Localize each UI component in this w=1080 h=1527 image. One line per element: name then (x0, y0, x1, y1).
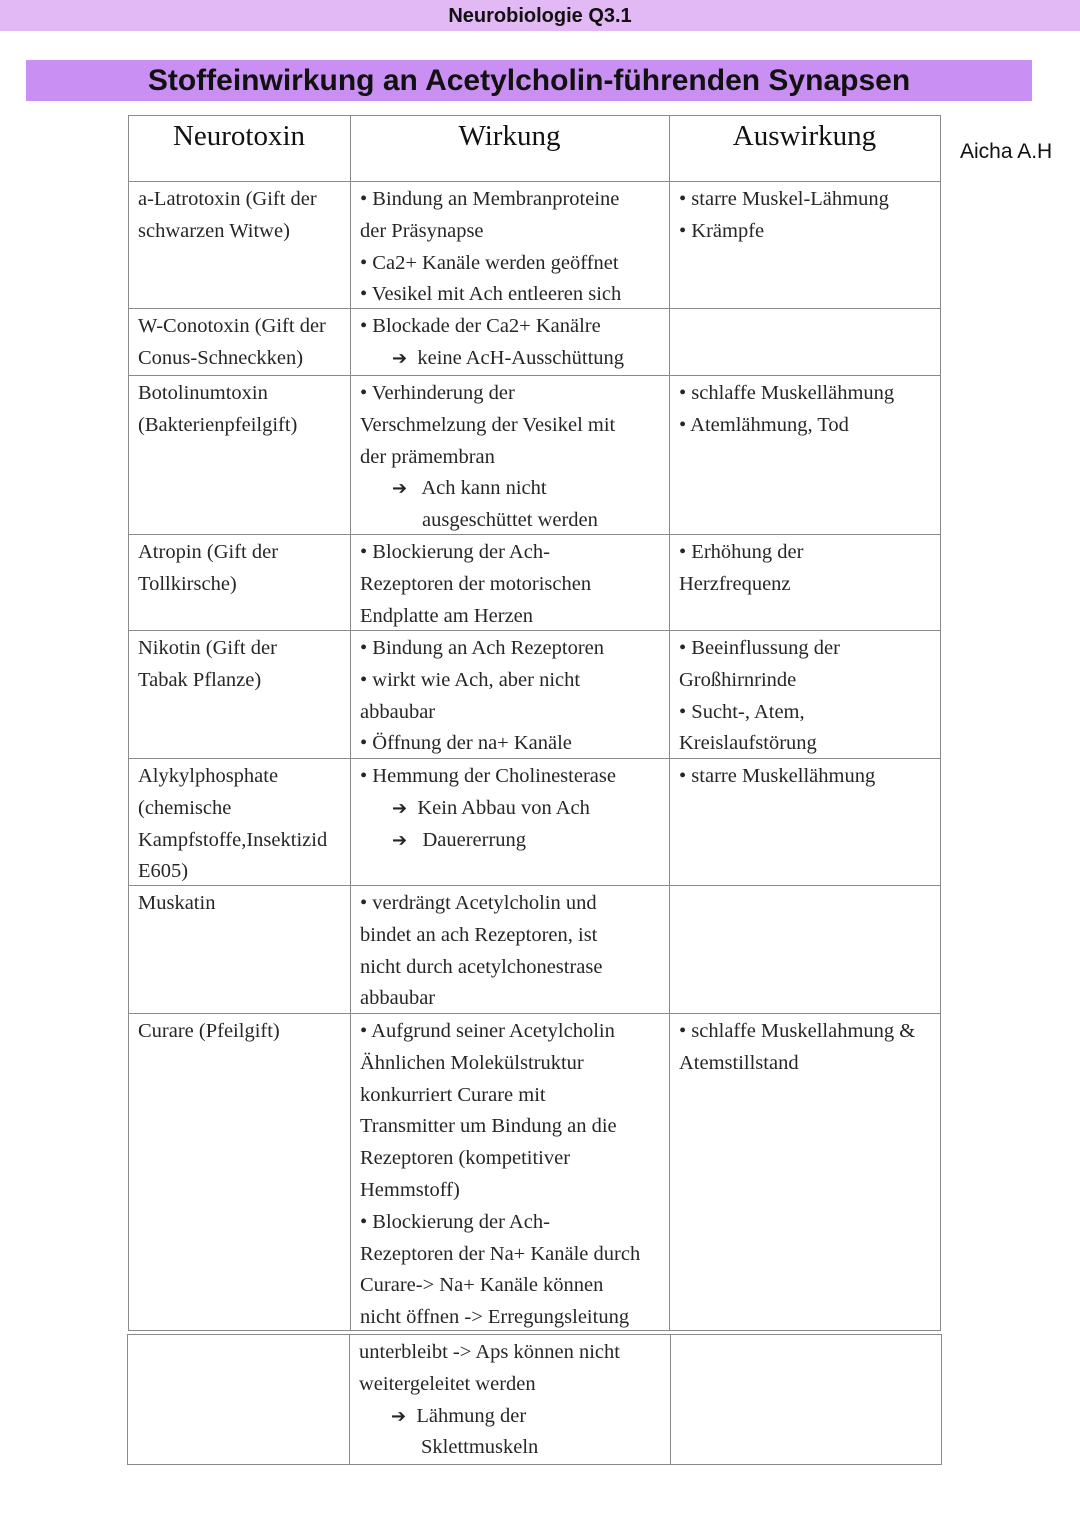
cell-line: • Ca2+ Kanäle werden geöffnet (360, 251, 619, 274)
cell-line: Ach kann nicht (421, 477, 547, 500)
table-row-toxin (128, 535, 278, 601)
table-row-consequence (669, 631, 840, 760)
table-row-toxin (128, 1014, 280, 1048)
cell-line: konkurriert Curare mit (360, 1083, 546, 1106)
cell-line: Alykylphosphate (138, 765, 279, 787)
table-row-consequence (669, 376, 894, 442)
cell-line: • starre Muskel-Lähmung (679, 188, 889, 210)
cell-line: ausgeschüttet werden (422, 509, 598, 532)
table-row-effect (350, 182, 621, 311)
table-row-effect (350, 759, 616, 856)
arrow-right-icon: ➔ (391, 1405, 407, 1427)
cell-line: Hemmstoff) (360, 1178, 460, 1201)
cell-line: Conus-Schneckken) (138, 346, 304, 369)
cell-line: • Vesikel mit Ach entleeren sich (360, 283, 622, 306)
cell-line: • wirkt wie Ach, aber nicht (360, 668, 581, 691)
table-row-toxin (128, 631, 277, 697)
cell-line: • Öffnung der na+ Kanäle (360, 732, 572, 755)
table-row-toxin (128, 309, 326, 375)
cell-line: Herzfrequenz (679, 572, 791, 595)
cell-line: • Blockierung der Ach- (360, 541, 550, 563)
cell-line-arrow (360, 825, 616, 857)
cell-line: • Bindung an Ach Rezeptoren (360, 637, 605, 659)
cell-line: Lähmung der (416, 1404, 527, 1427)
cell-line: Dauererrung (422, 828, 527, 851)
cell-line: schwarzen Witwe) (138, 219, 290, 242)
cell-line: • Verhinderung der (360, 382, 515, 404)
table-row-effect (349, 1335, 620, 1464)
author-name: Aicha A.H (960, 140, 1053, 163)
cell-line: abbaubar (360, 700, 436, 723)
cell-line: Kreislaufstörung (679, 732, 817, 755)
cell-line: • Bindung an Membranproteine (360, 188, 620, 210)
cell-line-arrow (359, 1401, 620, 1433)
cell-line: E605) (138, 860, 189, 883)
cell-line: • Hemmung der Cholinesterase (360, 765, 616, 787)
column-header-auswirkung: Auswirkung (732, 120, 877, 152)
cell-line: der Präsynapse (360, 219, 484, 242)
cell-line: • verdrängt Acetylcholin und (360, 892, 597, 914)
cell-line: • Beeinflussung der (679, 637, 840, 659)
cell-line: • Sucht-, Atem, (679, 700, 805, 723)
cell-line: Rezeptoren (kompetitiver (360, 1147, 571, 1170)
column-header-wirkung: Wirkung (458, 120, 561, 152)
cell-line: keine AcH-Ausschüttung (417, 346, 625, 369)
page-title: Stoffeinwirkung an Acetylcholin-führenden Synapsen (26, 60, 1032, 101)
table-row-consequence (669, 535, 803, 601)
cell-line: • starre Muskellähmung (679, 765, 876, 787)
table-row-effect (350, 886, 602, 1015)
table-row-effect (350, 376, 615, 537)
cell-line: Großhirnrinde (679, 668, 797, 691)
cell-line: unterbleibt -> Aps können nicht (359, 1341, 620, 1363)
arrow-right-icon: ➔ (392, 829, 408, 851)
table-row-toxin (128, 886, 215, 920)
table-row-effect (350, 535, 591, 632)
cell-line: bindet an ach Rezeptoren, ist (360, 923, 598, 946)
cell-line: • schlaffe Muskellahmung & (679, 1020, 916, 1042)
cell-line: Ähnlichen Molekülstruktur (360, 1051, 584, 1074)
cell-line: (Bakterienpfeilgift) (138, 413, 298, 436)
cell-line: • Atemlähmung, Tod (679, 413, 849, 436)
cell-line: Muskatin (138, 892, 216, 914)
cell-line: • Blockade der Ca2+ Kanälre (360, 315, 601, 337)
cell-line: Tollkirsche) (138, 572, 237, 595)
cell-line: Curare-> Na+ Kanäle können (360, 1274, 604, 1297)
cell-line: nicht öffnen -> Erregungsleitung (360, 1306, 630, 1329)
table-row-consequence (669, 182, 889, 248)
cell-line: Tabak Pflanze) (138, 668, 262, 691)
arrow-right-icon: ➔ (392, 478, 408, 500)
arrow-right-icon: ➔ (392, 347, 408, 369)
cell-line: der prämembran (360, 445, 495, 468)
cell-line: Kein Abbau von Ach (417, 796, 590, 819)
subject-header: Neurobiologie Q3.1 (0, 0, 1080, 31)
table-row-consequence (669, 759, 875, 793)
table-row-effect (350, 631, 604, 760)
cell-line: a-Latrotoxin (Gift der (138, 188, 317, 210)
table-row-toxin (128, 376, 297, 442)
cell-line: Kampfstoffe,Insektizid (138, 828, 328, 851)
cell-line: Botolinumtoxin (138, 382, 268, 404)
cell-line: nicht durch acetylchonestrase (360, 955, 603, 978)
cell-line: weitergeleitet werden (359, 1372, 536, 1395)
column-header-neurotoxin: Neurotoxin (172, 120, 306, 152)
cell-line: Rezeptoren der motorischen (360, 572, 592, 595)
cell-line: • Blockierung der Ach- (360, 1210, 550, 1233)
cell-line: Nikotin (Gift der (138, 637, 277, 659)
cell-line: Atropin (Gift der (138, 541, 279, 563)
cell-line-arrow (360, 473, 615, 505)
cell-line: Verschmelzung der Vesikel mit (360, 413, 616, 436)
cell-line: Transmitter um Bindung an die (360, 1115, 617, 1138)
cell-line: Rezeptoren der Na+ Kanäle durch (360, 1242, 641, 1265)
cell-line: W-Conotoxin (Gift der (138, 315, 326, 337)
table-row-effect (350, 309, 624, 375)
cell-line: • Aufgrund seiner Acetylcholin (360, 1020, 615, 1042)
table-row-consequence (669, 1014, 915, 1080)
arrow-right-icon: ➔ (392, 797, 408, 819)
cell-line: Sklettmuskeln (421, 1436, 539, 1459)
cell-line: Curare (Pfeilgift) (138, 1020, 280, 1042)
cell-line: abbaubar (360, 987, 436, 1010)
cell-line: • Erhöhung der (679, 541, 804, 563)
cell-line-arrow (360, 343, 624, 375)
cell-line: • Krämpfe (679, 219, 765, 242)
table-row-toxin (128, 182, 317, 248)
cell-line: Endplatte am Herzen (360, 604, 534, 627)
cell-line: Atemstillstand (679, 1051, 799, 1074)
cell-line: • schlaffe Muskellähmung (679, 382, 895, 404)
table-row-effect (350, 1014, 640, 1334)
cell-line-arrow (360, 793, 616, 825)
cell-line: (chemische (138, 796, 232, 819)
table-row-toxin (128, 759, 327, 888)
